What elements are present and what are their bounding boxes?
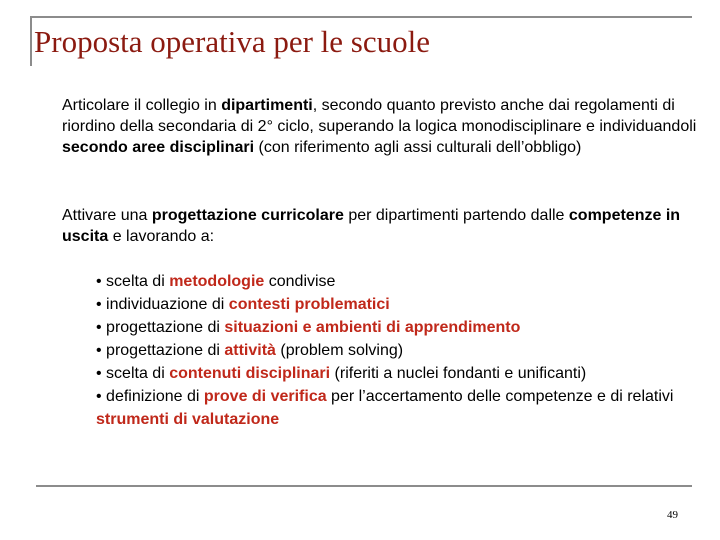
list-item-prefix: • progettazione di: [96, 319, 225, 336]
footer-divider: [36, 485, 692, 487]
emphasis-progettazione-curricolare: progettazione curricolare: [151, 207, 344, 224]
list-item-suffix: (problem solving): [275, 342, 404, 359]
highlight-situazioni-ambienti: situazioni e ambienti di apprendimento: [224, 319, 521, 336]
list-item-prefix: • progettazione di: [96, 342, 225, 359]
list-item-situazioni: [96, 316, 708, 339]
list-item-suffix: (riferiti a nuclei fondanti e unificanti): [330, 365, 587, 382]
highlight-attivita: attività: [224, 342, 276, 359]
paragraph-progettazione-text-a: Attivare una: [62, 207, 152, 224]
paragraph-progettazione: [62, 205, 702, 247]
highlight-metodologie: metodologie: [169, 273, 265, 290]
highlight-prove-di-verifica: prove di verifica: [203, 388, 327, 405]
emphasis-dipartimenti: dipartimenti: [221, 97, 313, 114]
highlight-contenuti-disciplinari: contenuti disciplinari: [169, 365, 331, 382]
paragraph-dipartimenti: [62, 95, 702, 158]
paragraph-dipartimenti-text-e: (con riferimento agli assi culturali dell’obbligo): [254, 139, 582, 156]
slide-title: Proposta operativa per le scuole: [34, 24, 430, 59]
paragraph-progettazione-text-c: per dipartimenti partendo dalle: [343, 207, 569, 224]
paragraph-dipartimenti-text-a: Articolare il collegio in: [62, 97, 222, 114]
list-item-prefix: • definizione di: [96, 388, 204, 405]
emphasis-competenze-in-uscita: competenze in uscita: [62, 207, 681, 245]
bullet-list: [96, 270, 708, 431]
list-item-prefix: • individuazione di: [96, 296, 229, 313]
page-number: 49: [667, 509, 678, 521]
highlight-strumenti-valutazione: strumenti di valutazione: [96, 411, 280, 428]
list-item-suffix: condivise: [264, 273, 336, 290]
paragraph-progettazione-text-e: e lavorando a:: [108, 228, 215, 245]
list-item-middle: per l’accertamento delle competenze e di relativi: [326, 388, 674, 405]
emphasis-aree-disciplinari: secondo aree disciplinari: [62, 139, 255, 156]
list-item-contenuti: [96, 362, 708, 385]
list-item-prefix: • scelta di: [96, 365, 170, 382]
list-item-attivita: [96, 339, 708, 362]
paragraph-dipartimenti-text-c: , secondo quanto previsto anche dai regolamenti di riordino della secondaria di 2° ciclo, superando la logica monodisciplinare e individuandoli: [62, 97, 697, 135]
list-item-prove: [96, 385, 702, 431]
highlight-contesti-problematici: contesti problematici: [228, 296, 390, 313]
list-item-metodologie: [96, 270, 708, 293]
list-item-contesti: [96, 293, 708, 316]
list-item-prefix: • scelta di: [96, 273, 170, 290]
